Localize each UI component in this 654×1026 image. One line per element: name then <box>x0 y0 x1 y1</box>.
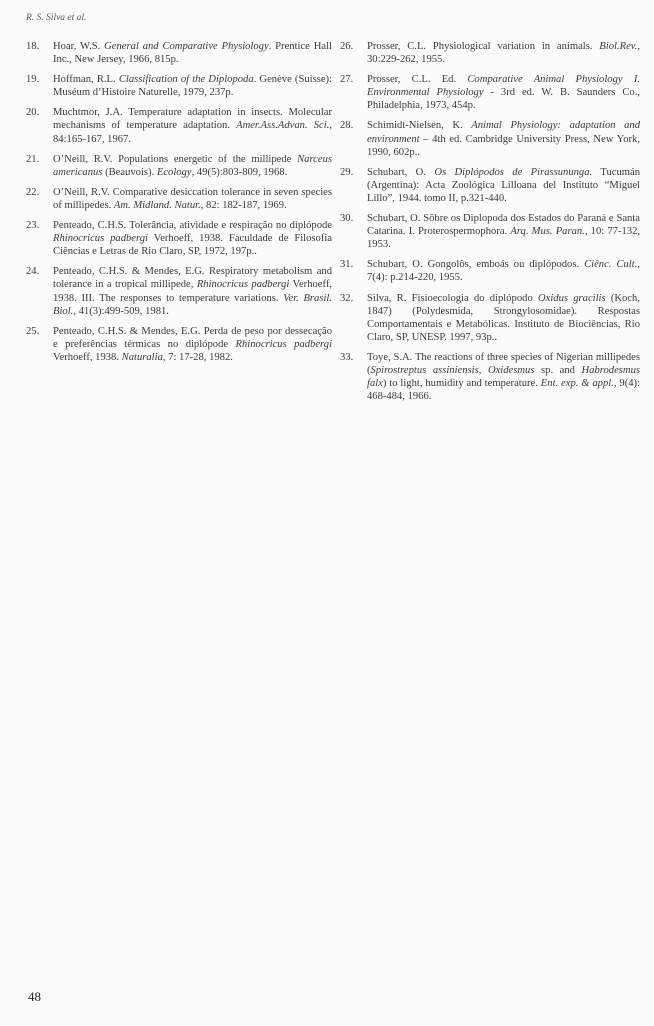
reference-segment: Verhoeff, 1938. <box>53 351 122 363</box>
reference-italic-segment: Animal Physiology: adaptation and environment <box>367 120 641 145</box>
reference-segment: Schimidt-Nielsen, K. <box>367 120 472 132</box>
reference-italic-segment: Rhinocricus padbergi <box>53 233 148 245</box>
reference-text <box>367 40 640 66</box>
reference-italic-segment: Ciênc. Cult. <box>584 259 638 271</box>
running-head: R. S. Silva et al. <box>26 13 87 23</box>
reference-entry <box>340 292 640 344</box>
reference-number: 19. <box>26 74 40 86</box>
reference-segment: O’Neill, R.V. Populations energetic of the millipede <box>53 153 298 165</box>
reference-segment: sp. and <box>534 364 582 376</box>
reference-italic-segment: Biol.Rev. <box>599 41 638 52</box>
reference-italic-segment: Ent. exp. & appl. <box>540 378 614 390</box>
reference-segment: , 82: 182-187, 1969. <box>200 199 287 211</box>
reference-entry <box>340 166 640 205</box>
reference-segment: O’Neill, R.V. Comparative desiccation tolerance in seven species of millipedes. <box>53 186 332 211</box>
reference-segment: Schubart, O. <box>367 166 435 178</box>
reference-segment: Verhoeff, 1938. Faculdade de Filosofia Ciências e Letras de Rio Claro, SP, 1972, 197p.. <box>53 233 332 258</box>
reference-segment: , 10: 77-132, 1953. <box>367 226 641 251</box>
reference-italic-segment: Spirostreptus assiniensis, Oxidesmus <box>370 364 535 376</box>
reference-text <box>367 212 640 251</box>
reference-segment: Penteado, C.H.S. & Mendes, E.G. Respiratory metabolism and tolerance in a tropical millipede, <box>53 266 332 291</box>
reference-text <box>53 106 332 145</box>
reference-segment: (Beauvois). <box>102 166 157 178</box>
reference-segment: , 41(3):499-509, 1981. <box>73 305 169 317</box>
reference-segment: , 49(5):803-809, 1968. <box>191 166 288 178</box>
reference-italic-segment: Rhinocricus padbergi <box>196 279 290 291</box>
reference-italic-segment: Rhinocricus padbergi <box>235 338 333 350</box>
reference-segment: Hoffman, R.L. <box>53 74 119 86</box>
reference-number: 27. <box>340 74 354 86</box>
reference-italic-segment: Naturalia <box>121 351 163 363</box>
reference-text <box>53 73 332 99</box>
reference-text <box>367 73 640 112</box>
reference-entry <box>26 106 332 145</box>
reference-text <box>367 292 640 344</box>
reference-segment: . Prentice Hall Inc., New Jersey, 1966, 815p. <box>53 41 332 66</box>
reference-number: 22. <box>26 186 40 198</box>
reference-entry <box>340 119 640 158</box>
reference-italic-segment: Arq. Mus. Paran. <box>510 226 585 238</box>
reference-segment: , 84:165-167, 1967. <box>53 120 332 145</box>
reference-italic-segment: Am. Midland. Natur. <box>113 199 201 211</box>
reference-segment: - 3rd ed. W. B. Saunders Co., Philadelphia, 1973, 454p. <box>367 87 640 112</box>
reference-entry <box>340 212 640 251</box>
reference-italic-segment: Ecology <box>156 166 192 178</box>
reference-entry <box>340 40 640 66</box>
reference-number: 20. <box>26 107 40 119</box>
reference-segment: Toye, S.A. The reactions of three species of Nigerian millipedes ( <box>367 351 640 376</box>
reference-number: 26. <box>340 41 354 52</box>
reference-entry <box>26 219 332 258</box>
reference-segment: Penteado, C.H.S. & Mendes, E.G. Perda de peso por dessecação e preferências térmicas no diplópode <box>53 325 332 350</box>
reference-italic-segment: Os Diplópodos de Pirassununga <box>434 166 590 178</box>
reference-italic-segment: Oxidus gracilis <box>537 292 606 304</box>
reference-italic-segment: General and Comparative Physiology <box>104 41 269 52</box>
reference-segment: . Genève (Suisse): Muséum d’Histoire Naturelle, 1979, 237p. <box>53 74 332 99</box>
reference-segment: Verhoeff, 1938. III. The responses to temperature variations. <box>53 279 333 304</box>
reference-entry <box>26 40 332 66</box>
reference-text <box>367 258 640 284</box>
reference-segment: Prosser, C.L. Ed. <box>367 74 468 86</box>
reference-text <box>53 40 332 66</box>
reference-number: 24. <box>26 266 40 278</box>
reference-entry <box>26 153 332 179</box>
reference-text <box>367 166 640 205</box>
reference-segment: , 9(4): 468-484, 1966. <box>367 378 640 403</box>
reference-number: 28. <box>340 120 354 132</box>
reference-text <box>53 219 332 258</box>
reference-entry <box>340 258 640 284</box>
reference-segment: Prosser, C.L. Physiological variation in animals. <box>367 41 600 52</box>
reference-text <box>367 119 640 158</box>
reference-italic-segment: Habrodesmus falx <box>367 364 640 390</box>
reference-number: 31. <box>340 259 354 271</box>
reference-segment: ) to light, humidity and temperature. <box>382 378 541 390</box>
reference-segment: – 4th ed. Cambridge University Press, New York, 1990, 602p.. <box>367 133 640 158</box>
reference-entry <box>340 73 640 112</box>
reference-entry <box>26 325 332 364</box>
page-number: 48 <box>28 989 41 1004</box>
reference-segment: , 7: 17-28, 1982. <box>162 351 233 363</box>
reference-segment: Muchtmor, J.A. Temperature adaptation in insects. Molecular mechanisms of temperature adaptation. <box>53 107 332 132</box>
reference-text <box>53 265 332 317</box>
reference-text <box>53 186 332 212</box>
reference-italic-segment: Ver. Brasil. Biol. <box>53 292 332 317</box>
reference-number: 30. <box>340 213 354 225</box>
reference-italic-segment: Amer.Ass.Advan. Sci. <box>236 120 330 132</box>
reference-number: 18. <box>26 41 40 52</box>
reference-number: 33. <box>340 351 354 363</box>
reference-segment: , 30:229-262, 1955. <box>367 41 640 66</box>
reference-italic-segment: Narceus americanus <box>53 153 332 178</box>
reference-entry <box>26 265 332 317</box>
reference-segment: , 7(4): p.214-220, 1955. <box>367 259 640 284</box>
reference-column-left <box>26 40 332 371</box>
reference-segment: (Koch, 1847) (Polydesmida, Strongylosomidae). Respostas Comportamentais e Metabólicas. Instituto de Biociências, Rio Claro, SP, UNESP. 1997, 93p.. <box>367 292 640 343</box>
reference-number: 25. <box>26 325 40 337</box>
reference-italic-segment: Classification of the Diplopoda <box>118 74 254 86</box>
reference-number: 29. <box>340 166 354 178</box>
reference-segment: Silva, R. Fisioecologia do diplópodo <box>367 292 538 304</box>
reference-segment: Hoar, W.S. <box>53 41 105 52</box>
reference-number: 21. <box>26 153 40 165</box>
reference-text <box>53 153 332 179</box>
reference-segment: Schubart, O. Sôbre os Diplopoda dos Estados do Paraná e Santa Catarina. I. Proterospermophora. <box>367 213 640 238</box>
reference-number: 23. <box>26 220 40 232</box>
reference-segment: . Tucumán (Argentina): Acta Zoológica Lilloana del Instituto “Miguel Lillo”, 1944. tomo II, p.321-440. <box>367 166 640 204</box>
reference-text <box>53 325 332 364</box>
reference-entry <box>26 73 332 99</box>
reference-segment: Penteado, C.H.S. Tolerância, atividade e respiração no diplópode <box>53 220 332 232</box>
reference-entry <box>26 186 332 212</box>
reference-column-right <box>340 40 640 410</box>
reference-italic-segment: Comparative Animal Physiology I. Environmental Physiology <box>367 74 640 99</box>
reference-segment: Schubart, O. Gongolôs, emboás ou diplópodos. <box>367 259 585 271</box>
reference-number: 32. <box>340 292 354 304</box>
reference-text <box>367 351 640 403</box>
reference-entry <box>340 351 640 403</box>
